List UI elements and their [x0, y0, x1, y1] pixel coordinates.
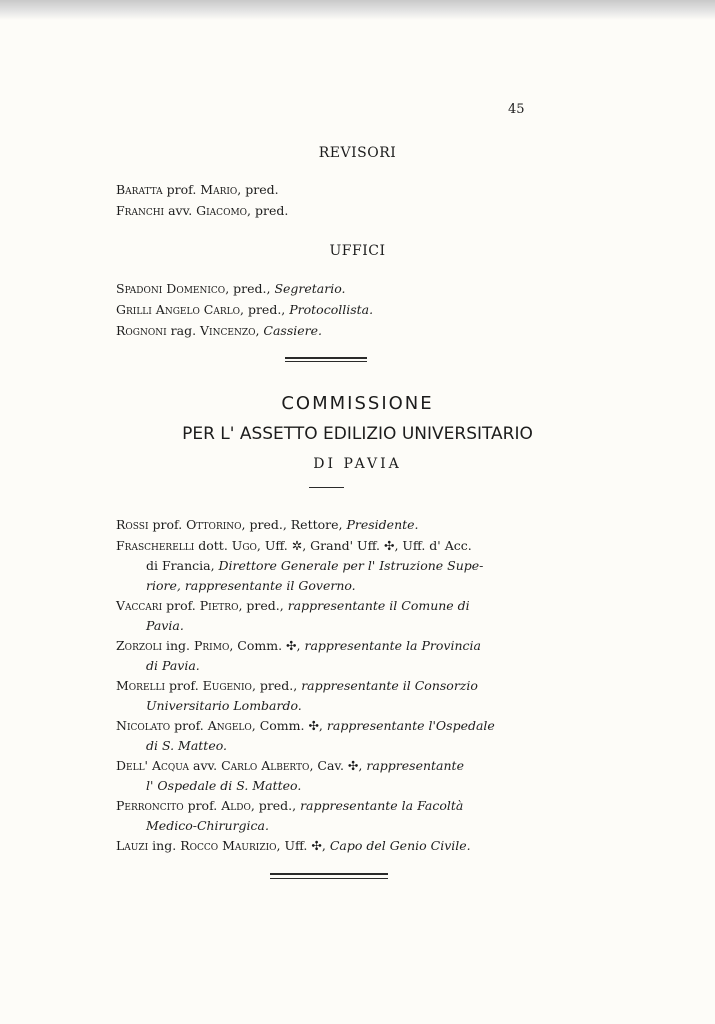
member-role: rappresentante [366, 758, 464, 773]
member-details: , Comm. ✣, [229, 638, 305, 653]
member-role: rappresentante la Facoltà [300, 798, 464, 813]
member-title: dott. [194, 538, 232, 553]
member-role: rappresentante il Consorzio [301, 678, 478, 693]
page-number: 45 [508, 102, 525, 117]
member-role: rappresentante la Provincia [304, 638, 481, 653]
commission-member [116, 517, 419, 532]
member-surname: Nicolato [116, 718, 171, 733]
member-title: ing. [148, 838, 181, 853]
uffici-heading: UFFICI [329, 243, 386, 259]
member-role: Medico-Chirurgica. [146, 818, 269, 833]
member-surname: Frascherelli [116, 538, 195, 553]
member-title: avv. [164, 203, 197, 218]
member-role: l' Ospedale di S. Matteo. [146, 778, 302, 793]
commission-member-continuation [146, 778, 301, 793]
member-title: ing. [162, 638, 194, 653]
member-given-name: Carlo Alberto [221, 758, 310, 773]
member-details: di Francia, [146, 558, 219, 573]
commission-member [116, 838, 471, 853]
member-surname: Perroncito [116, 798, 184, 813]
page-top-shadow [0, 0, 715, 20]
member-role: di S. Matteo. [146, 738, 228, 753]
commissione-title: COMMISSIONE [281, 393, 434, 414]
member-title: prof. [170, 718, 208, 733]
member-given-name: Primo [194, 638, 230, 653]
commission-member-continuation [146, 738, 227, 753]
member-role: , pred. [237, 182, 279, 197]
member-role: Segretario. [274, 281, 346, 296]
member-given-name: Domenico [162, 281, 226, 296]
member-given-name: Ugo [231, 538, 257, 553]
commission-member-continuation [146, 618, 184, 633]
commission-member [116, 638, 481, 653]
double-rule-top [270, 873, 388, 875]
member-details: , pred., [251, 678, 302, 693]
member-details: , Cav. ✣, [309, 758, 367, 773]
member-title: prof. [183, 798, 222, 813]
commission-member [116, 538, 472, 553]
member-surname: Zorzoli [116, 638, 163, 653]
short-rule [309, 487, 344, 488]
member-details: , pred., [238, 598, 288, 613]
member-given-name: Pietro [199, 598, 239, 613]
member-given-name: Giacomo [196, 203, 248, 218]
member-separator: , pred., [225, 281, 275, 296]
member-surname: Spadoni [116, 281, 163, 296]
commission-member-continuation [146, 558, 483, 573]
member-role: Pavia. [146, 618, 184, 633]
member-role: Cassiere. [263, 323, 322, 338]
member-role: rappresentante l'Ospedale [326, 718, 495, 733]
member-given-name: Vincenzo [200, 323, 256, 338]
uffici-member [116, 323, 322, 338]
commission-member [116, 678, 478, 693]
member-details: , Uff. ✲, Grand' Uff. ✣, Uff. d' Acc. [256, 538, 472, 553]
member-given-name: Rocco Maurizio [180, 838, 277, 853]
commission-member [116, 798, 463, 813]
member-surname: Baratta [116, 182, 163, 197]
commission-member [116, 718, 495, 733]
member-role: rappresentante il Comune di [287, 598, 470, 613]
member-role: Universitario Lombardo. [146, 698, 302, 713]
member-title: prof. [162, 182, 201, 197]
member-details: , Uff. ✣, [276, 838, 330, 853]
revisori-member [116, 182, 279, 197]
commission-member-continuation [146, 658, 200, 673]
commission-member-continuation [146, 698, 302, 713]
member-surname: Rognoni [116, 323, 167, 338]
member-role: di Pavia. [146, 658, 200, 673]
commission-member [116, 598, 470, 613]
double-rule-top [285, 357, 367, 359]
member-title: prof. [162, 598, 200, 613]
double-rule-bottom [270, 878, 388, 879]
uffici-member [116, 281, 346, 296]
member-given-name: Mario [200, 182, 238, 197]
member-surname: Rossi [116, 517, 149, 532]
uffici-member [116, 302, 373, 317]
member-surname: Morelli [116, 678, 166, 693]
member-role: , pred. [247, 203, 289, 218]
member-role: riore, rappresentante il Governo. [146, 578, 356, 593]
commission-member-continuation [146, 578, 356, 593]
member-role: Presidente. [346, 517, 419, 532]
member-details: , pred., [250, 798, 301, 813]
member-role: Protocollista. [289, 302, 374, 317]
commissione-place: DI PAVIA [313, 456, 402, 472]
member-title: prof. [148, 517, 187, 532]
member-title: rag. [166, 323, 201, 338]
member-surname: Franchi [116, 203, 165, 218]
member-surname: Lauzi [116, 838, 149, 853]
member-title: avv. [189, 758, 222, 773]
member-surname: Grilli [116, 302, 152, 317]
member-given-name: Aldo [221, 798, 251, 813]
member-details: , pred., Rettore, [241, 517, 347, 532]
member-given-name: Ottorino [186, 517, 242, 532]
member-given-name: Eugenio [202, 678, 252, 693]
commission-member [116, 758, 464, 773]
commission-member-continuation [146, 818, 269, 833]
member-separator: , pred., [240, 302, 290, 317]
member-title: prof. [165, 678, 203, 693]
member-surname: Vaccari [116, 598, 163, 613]
revisori-member [116, 203, 288, 218]
commissione-subtitle: PER L' ASSETTO EDILIZIO UNIVERSITARIO [182, 424, 533, 444]
member-separator: , [255, 323, 264, 338]
member-given-name: Angelo [207, 718, 252, 733]
member-details: , Comm. ✣, [251, 718, 327, 733]
revisori-heading: REVISORI [318, 145, 397, 161]
member-given-name: Angelo Carlo [151, 302, 240, 317]
double-rule-bottom [285, 361, 367, 362]
member-role: Capo del Genio Civile. [329, 838, 471, 853]
member-role: Direttore Generale per l' Istruzione Supe- [218, 558, 484, 573]
member-surname: Dell' Acqua [116, 758, 190, 773]
